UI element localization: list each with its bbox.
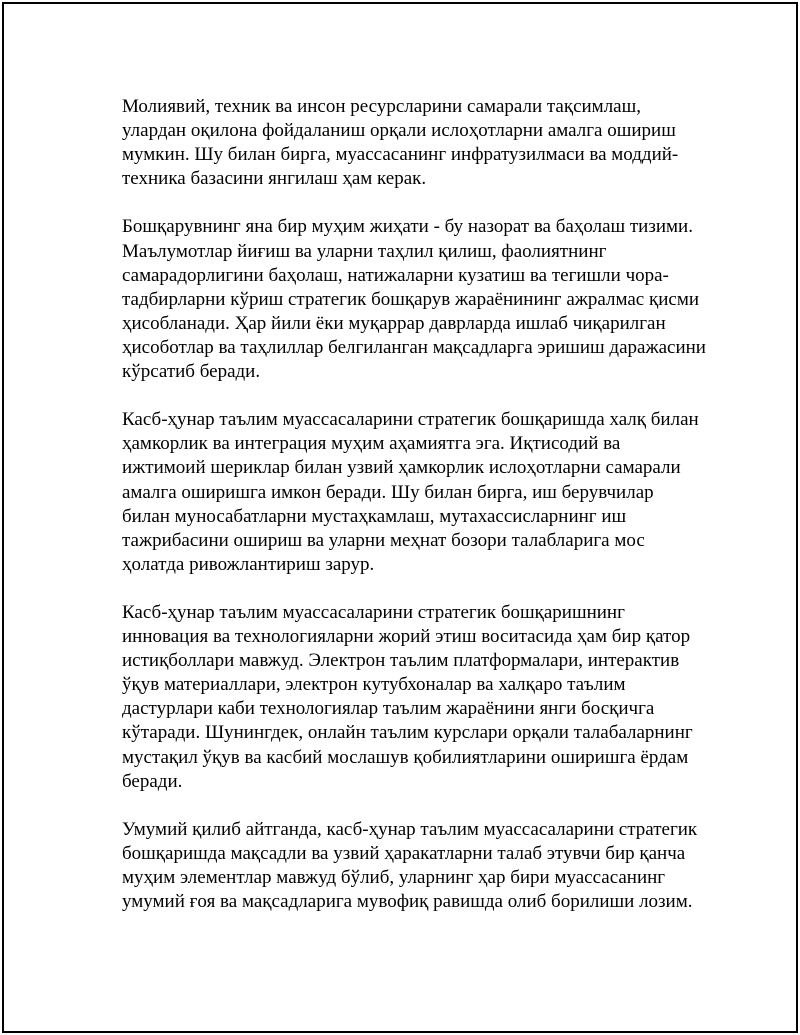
text-line: ҳолатда ривожлантириш зарур. [122,553,375,575]
text-line: Умумий қилиб айтганда, касб-ҳунар таълим муассасаларини стратегик [122,818,698,840]
text-line: Молиявий, техник ва инсон ресурсларини самарали тақсимлаш, [122,96,641,117]
text-line: дастурлари каби технологиялар таълим жараёнини янги босқичга [122,698,655,720]
text-line: улардан оқилона фойдаланиш орқали ислоҳотларни амалга ошириш [122,120,676,142]
text-line: мумкин. Шу билан бирга, муассасанинг инфратузилмаси ва моддий- [122,144,679,166]
paragraph-1 [122,95,702,191]
text-line: умумий ғоя ва мақсадларига мувофиқ равишда олиб борилиши лозим. [122,891,693,913]
text-line: тажрибасини ошириш ва уларни меҳнат бозори талабларига мос [122,529,645,551]
text-line: Маълумотлар йиғиш ва уларни таҳлил қилиш, фаолиятнинг [122,240,607,262]
text-line: ҳисобланади. Ҳар йили ёки муқаррар даврларда ишлаб чиқарилган [122,312,666,334]
paragraph-4 [122,601,702,794]
paragraph-2 [122,215,706,384]
text-line: Касб-ҳунар таълим муассасаларини стратегик бошқаришнинг [122,601,625,623]
text-line: инновация ва технологияларни жорий этиш воситасида ҳам бир қатор [122,626,691,648]
text-line: Бошқарувнинг яна бир муҳим жиҳати - бу назорат ва баҳолаш тизими. [122,216,693,238]
text-line: самарадорлигини баҳолаш, натижаларни кузатиш ва тегишли чора- [122,264,669,286]
page-frame [2,2,798,1033]
text-line: муҳим элементлар мавжуд бўлиб, уларнинг ҳар бири муассасанинг [122,867,666,888]
text-line: беради. [122,770,183,792]
text-line: бошқаришда мақсадли ва узвий ҳаракатларни талаб этувчи бир қанча [122,842,686,864]
text-line: Касб-ҳунар таълим муассасаларини стратегик бошқаришда халқ билан [122,409,699,431]
text-line: ўқув материаллари, электрон кутубхоналар ва халқаро таълим [122,674,626,696]
document-body [122,95,706,914]
text-line: техника базасини янгилаш ҳам керак. [122,168,427,190]
text-line: тадбирларни кўриш стратегик бошқарув жараёнининг ажралмас қисми [122,288,700,310]
text-line: кўтаради. Шунингдек, онлайн таълим курслари орқали талабаларнинг [122,722,693,744]
text-line: истиқболлари мавжуд. Электрон таълим платформалари, интерактив [122,650,680,672]
text-line: ҳисоботлар ва таҳлиллар белгиланган мақсадларга эришиш даражасини [122,336,706,358]
text-line: кўрсатиб беради. [122,361,261,383]
text-line: билан муносабатларни мустаҳкамлаш, мутахассисларнинг иш [122,505,627,527]
paragraph-3 [122,408,702,577]
text-line: мустақил ўқув ва касбий мослашув қобилиятларини оширишга ёрдам [122,746,689,768]
text-line: ижтимоий шериклар билан узвий ҳамкорлик ислоҳотларни самарали [122,457,681,479]
paragraph-5 [122,818,702,914]
text-line: ҳамкорлик ва интеграция муҳим аҳамиятга эга. Иқтисодий ва [122,433,621,455]
text-line: амалга оширишга имкон беради. Шу билан бирга, иш берувчилар [122,481,654,503]
